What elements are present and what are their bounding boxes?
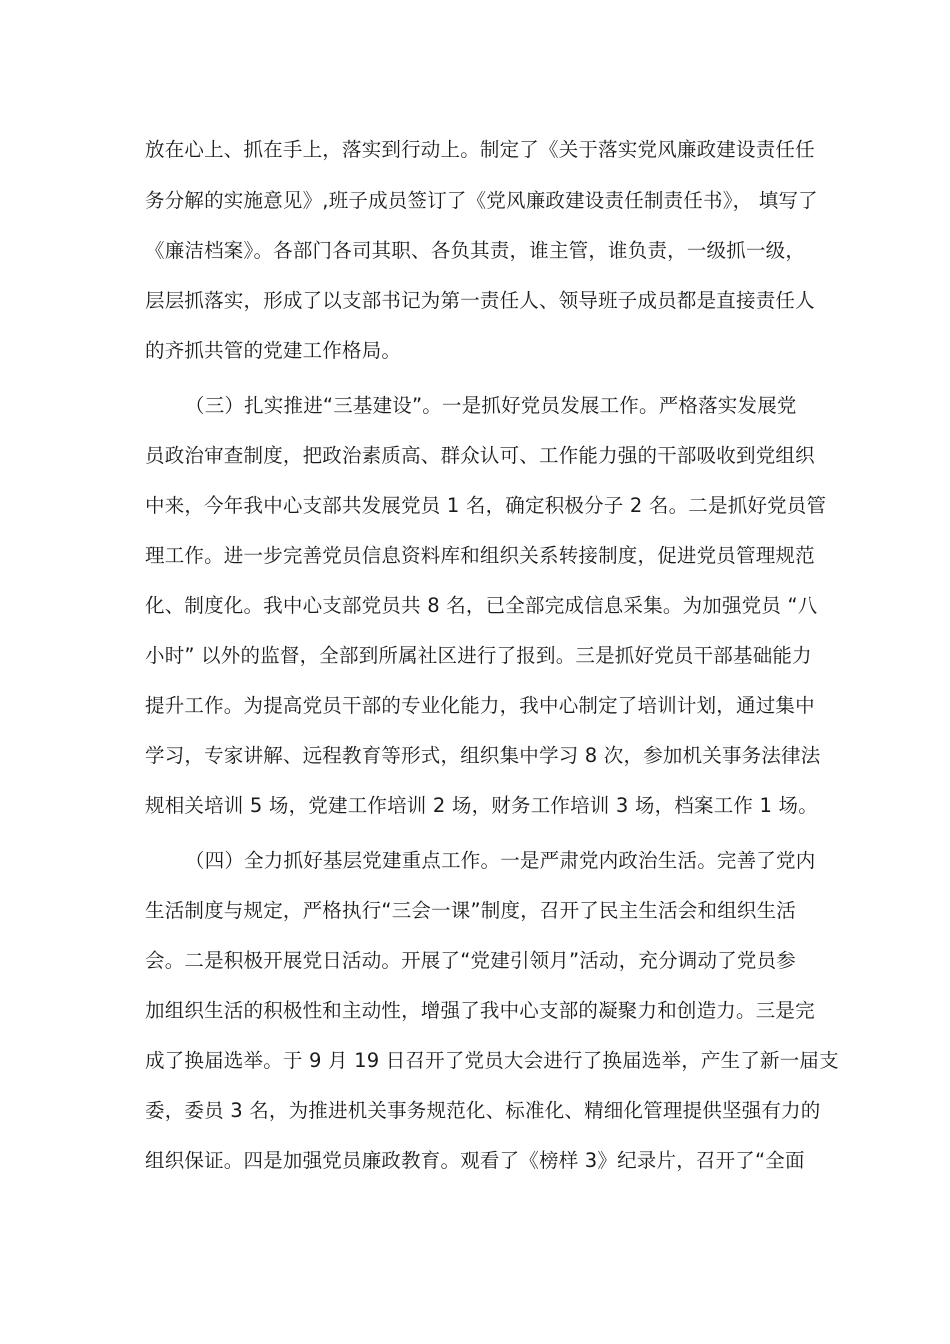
body-text-line: 加组织生活的积极性和主动性，增强了我中心支部的凝聚力和创造力。三是完 xyxy=(145,999,815,1022)
body-text-line: 《廉洁档案》。各部门各司其职、各负其责，谁主管，谁负责，一级抓一级， xyxy=(145,239,806,262)
body-text-line: 员政治审查制度，把政治素质高、群众认可、工作能力强的干部吸收到党组织 xyxy=(145,444,815,467)
body-text-line: 放在心上、抓在手上，落实到行动上。制定了《关于落实党风廉政建设责任任 xyxy=(145,138,815,161)
body-text-line: 层层抓落实，形成了以支部书记为第一责任人、领导班子成员都是直接责任人 xyxy=(145,289,815,312)
body-text-line: 中来，今年我中心支部共发展党员 1 名，确定积极分子 2 名。二是抓好党员管 xyxy=(145,494,827,517)
body-text-line: 委，委员 3 名，为推进机关事务规范化、标准化、精细化管理提供坚强有力的 xyxy=(145,1099,821,1122)
section-heading-line: （三）扎实推进“三基建设”。一是抓好党员发展工作。严格落实发展党 xyxy=(185,394,797,417)
body-text-line: 组织保证。四是加强党员廉政教育。观看了《榜样 3》纪录片，召开了“全面 xyxy=(145,1149,805,1172)
body-text-line: 生活制度与规定，严格执行“三会一课”制度，召开了民主生活会和组织生活 xyxy=(145,899,797,922)
body-text-line: 务分解的实施意见》,班子成员签订了《党风廉政建设责任制责任书》， 填写了 xyxy=(145,189,818,212)
body-text-line: 理工作。进一步完善党员信息资料库和组织关系转接制度，促进党员管理规范 xyxy=(145,544,815,567)
body-text-line: 化、制度化。我中心支部党员共 8 名，已全部完成信息采集。为加强党员 “八 xyxy=(145,594,818,617)
body-text-line: 提升工作。为提高党员干部的专业化能力，我中心制定了培训计划，通过集中 xyxy=(145,694,815,717)
body-text-line: 规相关培训 5 场，党建工作培训 2 场，财务工作培训 3 场，档案工作 1 场。 xyxy=(145,794,818,817)
body-text-line: 成了换届选举。于 9 月 19 日召开了党员大会进行了换届选举，产生了新一届支 xyxy=(145,1049,839,1072)
body-text-line: 小时” 以外的监督，全部到所属社区进行了报到。三是抓好党员干部基础能力 xyxy=(145,644,812,667)
body-text-line: 学习，专家讲解、远程教育等形式，组织集中学习 8 次，参加机关事务法律法 xyxy=(145,744,821,767)
body-text-line: 的齐抓共管的党建工作格局。 xyxy=(145,339,402,362)
section-heading-line: （四）全力抓好基层党建重点工作。一是严肃党内政治生活。完善了党内 xyxy=(185,849,816,872)
body-text-line: 会。二是积极开展党日活动。开展了“党建引领月”活动，充分调动了党员参 xyxy=(145,949,797,972)
